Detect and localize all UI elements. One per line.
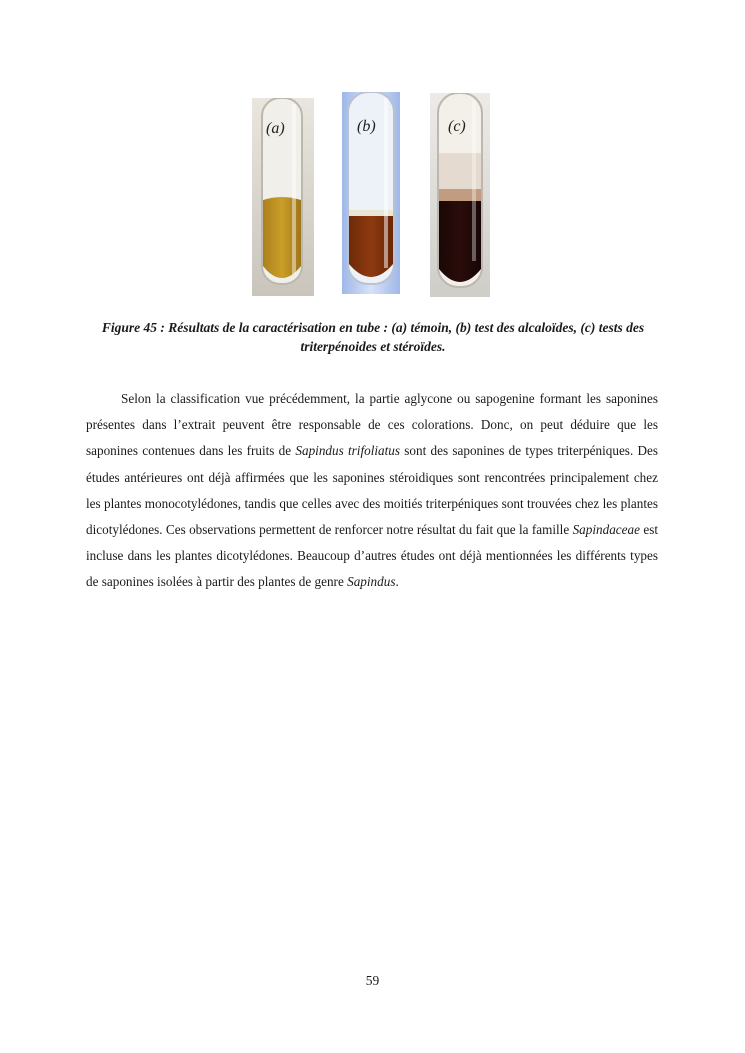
family-name: Sapindaceae	[572, 522, 640, 538]
tube-b-label: (b)	[357, 118, 376, 135]
tube-a-label: (a)	[266, 120, 285, 137]
paragraph-text-1: Selon la classification vue précédemment, la partie aglycone ou sapogenine formant les saponines présentes dans l’extrait peuvent être responsable de ces colorations. Donc, on peut déduire que les saponines contenues dans les fruits de	[86, 391, 658, 459]
paragraph-text-2: sont des saponines de types triterpéniques. Des études antérieures ont déjà affirmées que les saponines stéroidiques sont rencontrées principalement chez les plantes monocotylédones, tandis que celles avec des moitiés triterpéniques sont trouvées chez les plantes dicotylédones. Ces observations permettent de renforcer notre résultat du fait que la famille	[86, 443, 659, 538]
species-name: Sapindus trifoliatus	[295, 443, 401, 459]
body-paragraph	[86, 386, 658, 596]
page-number: 59	[365, 973, 380, 988]
paragraph-text-4: .	[395, 574, 399, 590]
tube-c-label: (c)	[448, 118, 466, 135]
paragraph-text-3: est incluse dans les plantes dicotylédones. Beaucoup d’autres études ont déjà mentionnées les différents types de saponines isolées à partir des plantes de genre	[86, 522, 658, 590]
genus-name: Sapindus	[347, 574, 396, 590]
figure-caption: Figure 45 : Résultats de la caractérisation en tube : (a) témoin, (b) test des alcaloïdes, (c) tests des triterpénoides et stéroïdes.	[101, 320, 645, 354]
figure-45	[0, 0, 745, 300]
